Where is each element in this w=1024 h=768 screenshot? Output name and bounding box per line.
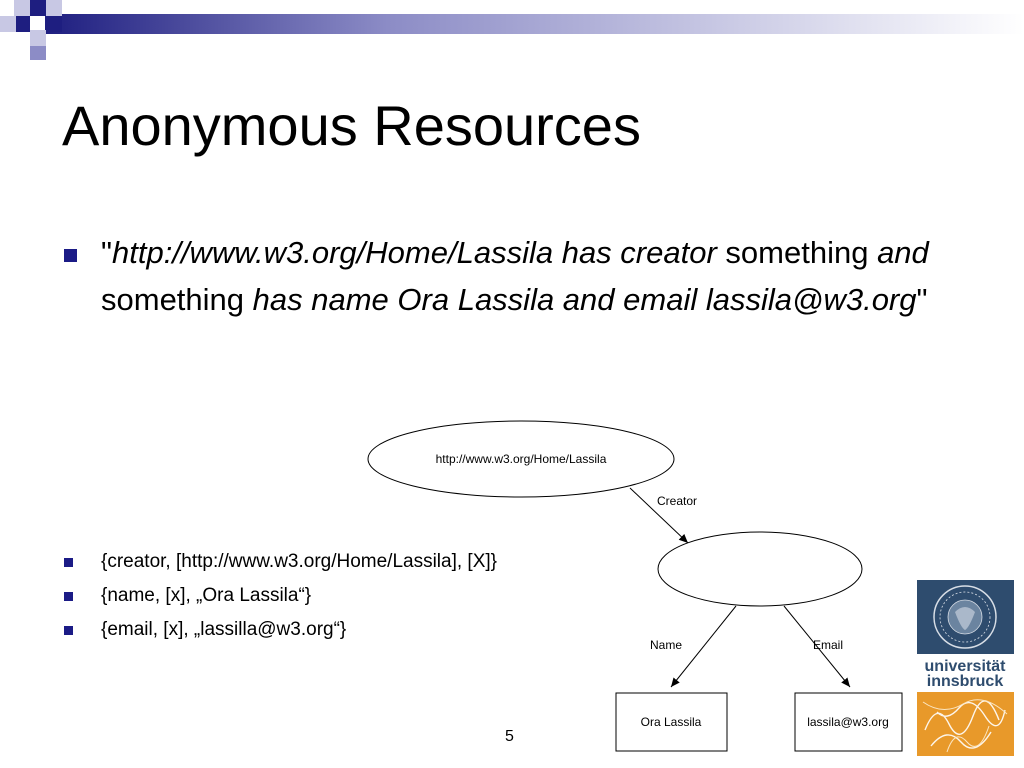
logo-text-universitat: universität bbox=[924, 658, 1006, 675]
header-decoration bbox=[0, 0, 1024, 60]
email-edge-label: Email bbox=[813, 638, 844, 652]
page-number: 5 bbox=[505, 728, 514, 745]
main-text-part4: something bbox=[101, 282, 245, 317]
email-literal-label: lassila@w3.org bbox=[807, 715, 889, 729]
logo-text-innsbruck: innsbruck bbox=[926, 673, 1004, 690]
main-bullet-text bbox=[101, 229, 981, 323]
main-text-part5: has name Ora Lassila and email lassila@w3.org bbox=[252, 282, 917, 317]
university-logo bbox=[917, 580, 1014, 756]
main-bullet-marker bbox=[62, 240, 82, 260]
bullet-square-icon bbox=[64, 592, 73, 601]
main-text-part1: http://www.w3.org/Home/Lassila has creator bbox=[112, 235, 717, 270]
bullet-square-icon bbox=[64, 626, 73, 635]
main-text-part2: something bbox=[725, 235, 869, 270]
rdf-graph-diagram bbox=[360, 415, 920, 760]
name-literal-label: Ora Lassila bbox=[640, 715, 702, 729]
sub-bullet-text: {creator, [http://www.w3.org/Home/Lassila], [X]} bbox=[101, 551, 498, 572]
slide-title: Anonymous Resources bbox=[62, 94, 641, 157]
anonymous-resource-node bbox=[658, 532, 862, 606]
main-text-part3: and bbox=[877, 235, 929, 270]
open-quote: " bbox=[101, 235, 113, 270]
sub-bullet-text: {name, [x], „Ora Lassila“} bbox=[101, 585, 312, 606]
creator-edge-label: Creator bbox=[657, 494, 698, 508]
close-quote: " bbox=[916, 282, 928, 317]
root-resource-label: http://www.w3.org/Home/Lassila bbox=[435, 452, 607, 466]
bullet-square-icon bbox=[64, 558, 73, 567]
name-edge-label: Name bbox=[650, 638, 683, 652]
sub-bullet-text: {email, [x], „lassilla@w3.org“} bbox=[101, 619, 347, 640]
